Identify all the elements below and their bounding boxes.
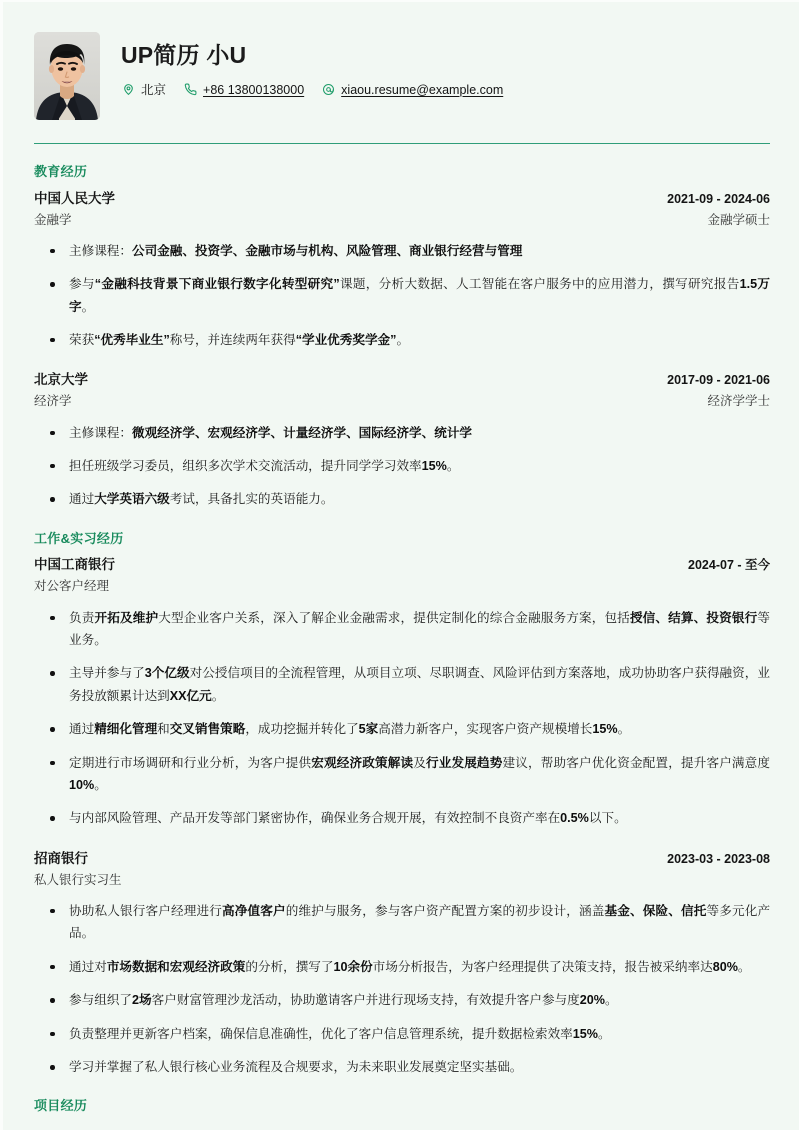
bullet-emphasis: 高净值客户 bbox=[221, 903, 286, 918]
bullet-text: 荣获 bbox=[69, 332, 95, 347]
bullet-item bbox=[34, 807, 770, 829]
bullet-text: 参与 bbox=[69, 277, 95, 292]
bullet-text: 等业务。 bbox=[69, 610, 771, 647]
entry-organization: 中国人民大学 bbox=[34, 190, 115, 206]
bullet-text: 高潜力新客户，实现客户资产规模增长 bbox=[378, 722, 593, 737]
bullet-text: 负责 bbox=[69, 610, 95, 625]
section-title: 教育经历 bbox=[34, 164, 88, 179]
bullet-text: 协助私人银行客户经理进行 bbox=[69, 903, 222, 918]
entry-header-line bbox=[34, 370, 770, 391]
bullet-item bbox=[34, 900, 770, 945]
entry-subtitle: 私人银行实习生 bbox=[34, 872, 122, 887]
bullet-text: 课题，分析大数据、人工智能在客户服务中的应用潜力，撰写研究报告 bbox=[339, 277, 740, 292]
bullet-text: 学习并掌握了私人银行核心业务流程及合规要求，为未来职业发展奠定坚实基础。 bbox=[69, 1060, 523, 1074]
experience-entry bbox=[34, 555, 770, 829]
bullet-item bbox=[34, 329, 770, 351]
bullet-item bbox=[34, 752, 770, 797]
contact-row bbox=[121, 82, 769, 98]
bullet-emphasis: 3个亿级 bbox=[144, 666, 190, 681]
bullet-emphasis: 大学英语六级 bbox=[94, 492, 170, 507]
phone-icon bbox=[183, 83, 197, 97]
bullet-emphasis: 授信、结算、投资银行 bbox=[629, 610, 758, 625]
entry-bullet-list bbox=[34, 240, 770, 352]
bullet-emphasis: 10% bbox=[69, 777, 95, 792]
entry-subtitle-line bbox=[34, 870, 770, 891]
bullet-text: 。 bbox=[211, 688, 225, 703]
bullet-emphasis: 10余份 bbox=[333, 959, 373, 974]
contact-location-value: 北京 bbox=[141, 82, 167, 97]
entry-bullet-list bbox=[34, 900, 770, 1078]
resume-section bbox=[34, 1098, 770, 1114]
bullet-emphasis: 公司金融、投资学、金融市场与机构、风险管理、商业银行经营与管理 bbox=[131, 243, 523, 258]
entry-degree: 经济学学士 bbox=[707, 394, 770, 409]
contact-email-value[interactable]: xiaou.resume@example.com bbox=[341, 82, 504, 97]
bullet-text: 与内部风险管理、产品开发等部门紧密协作，确保业务合规开展，有效控制不良资产率在 bbox=[69, 811, 561, 826]
bullet-text: 主修课程： bbox=[69, 243, 132, 258]
header-divider bbox=[34, 143, 770, 144]
entry-date-range: 2021-09 - 2024-06 bbox=[667, 191, 770, 206]
contact-email[interactable] bbox=[321, 82, 503, 98]
bullet-emphasis: “学业优秀奖学金” bbox=[295, 332, 397, 347]
bullet-text: ，成功挖掘并转化了 bbox=[245, 722, 359, 737]
resume-section bbox=[34, 164, 770, 511]
bullet-text: 通过对 bbox=[69, 959, 107, 974]
bullet-emphasis: 市场数据和宏观经济政策 bbox=[106, 959, 246, 974]
bullet-text: 。 bbox=[617, 722, 631, 737]
bullet-text: 。 bbox=[396, 332, 410, 347]
bullet-text: 的维护与服务，参与客户资产配置方案的初步设计，涵盖 bbox=[285, 903, 605, 918]
entry-subtitle: 金融学 bbox=[34, 212, 72, 227]
resume-header bbox=[3, 2, 799, 120]
bullet-emphasis: 80% bbox=[712, 959, 738, 974]
entry-organization: 北京大学 bbox=[34, 372, 88, 388]
bullet-text: 参与组织了 bbox=[69, 993, 132, 1008]
bullet-text: 。 bbox=[81, 299, 95, 314]
bullet-item bbox=[34, 273, 770, 318]
bullet-emphasis: 15% bbox=[421, 458, 447, 473]
entry-subtitle: 经济学 bbox=[34, 394, 72, 409]
bullet-text: 。 bbox=[604, 993, 618, 1008]
entry-subtitle: 对公客户经理 bbox=[34, 579, 110, 594]
bullet-item bbox=[34, 1056, 770, 1078]
bullet-text: 。 bbox=[94, 777, 107, 792]
contact-phone[interactable] bbox=[183, 82, 304, 98]
bullet-item bbox=[34, 607, 770, 652]
bullet-text: 称号，并连续两年获得 bbox=[169, 332, 296, 347]
bullet-text: 主导并参与了 bbox=[69, 666, 145, 681]
email-at-icon bbox=[321, 83, 335, 97]
entry-date-range: 2023-03 - 2023-08 bbox=[667, 851, 770, 866]
contact-phone-value[interactable]: +86 13800138000 bbox=[203, 82, 305, 97]
bullet-emphasis: 15% bbox=[572, 1026, 598, 1041]
bullet-text: 。 bbox=[446, 458, 460, 473]
bullet-item bbox=[34, 422, 770, 444]
bullet-item bbox=[34, 240, 770, 262]
bullet-emphasis: “金融科技背景下商业银行数字化转型研究” bbox=[94, 277, 340, 292]
page-title: UP简历 小U bbox=[121, 42, 247, 68]
entry-date-range: 2024-07 - 至今 bbox=[688, 558, 770, 573]
bullet-text: 市场分析报告，为客户经理提供了决策支持，报告被采纳率达 bbox=[372, 959, 713, 974]
bullet-text: 客户财富管理沙龙活动，协助邀请客户并进行现场支持，有效提升客户参与度 bbox=[151, 993, 580, 1008]
bullet-emphasis: 精细化管理 bbox=[94, 722, 158, 737]
entry-subtitle-line bbox=[34, 576, 770, 597]
bullet-text: 定期进行市场调研和行业分析，为客户提供 bbox=[69, 755, 312, 770]
bullet-text: 考试，具备扎实的英语能力。 bbox=[169, 492, 334, 507]
bullet-item bbox=[34, 1023, 770, 1045]
bullet-text: 对公授信项目的全流程管理，从项目立项、尽职调查、风险评估到方案落地，成功协助客户获得融资，业务投放额累计达到 bbox=[69, 666, 771, 703]
avatar bbox=[34, 32, 100, 120]
bullet-emphasis: “优秀毕业生” bbox=[94, 332, 170, 347]
bullet-item bbox=[34, 455, 770, 477]
bullet-item bbox=[34, 488, 770, 510]
bullet-text: 通过 bbox=[69, 722, 95, 737]
bullet-text: 。 bbox=[597, 1026, 611, 1041]
bullet-emphasis: 微观经济学、宏观经济学、计量经济学、国际经济学、统计学 bbox=[131, 425, 472, 440]
bullet-text: 等多元化产品。 bbox=[69, 903, 771, 941]
bullet-text: 通过 bbox=[69, 492, 95, 507]
experience-entry bbox=[34, 370, 770, 510]
bullet-item bbox=[34, 989, 770, 1011]
entry-organization: 中国工商银行 bbox=[34, 557, 115, 573]
bullet-text: 的分析，撰写了 bbox=[245, 959, 334, 974]
entry-subtitle-line bbox=[34, 391, 770, 412]
bullet-text: 大型企业客户关系，深入了解企业金融需求，提供定制化的综合金融服务方案，包括 bbox=[158, 610, 630, 625]
bullet-text: 建议，帮助客户优化资金配置，提升客户满意度 bbox=[502, 755, 771, 770]
entry-header-line bbox=[34, 189, 770, 210]
bullet-emphasis: 15% bbox=[592, 722, 618, 737]
bullet-emphasis: XX亿元 bbox=[169, 688, 212, 703]
section-title: 工作&实习经历 bbox=[34, 530, 124, 546]
entry-bullet-list bbox=[34, 607, 770, 830]
bullet-emphasis: 宏观经济政策解读 bbox=[311, 755, 414, 770]
bullet-text: 。 bbox=[737, 959, 751, 974]
contact-location bbox=[121, 82, 166, 98]
resume-section bbox=[34, 531, 770, 1079]
entry-bullet-list bbox=[34, 422, 770, 511]
entry-date-range: 2017-09 - 2021-06 bbox=[667, 373, 770, 388]
header-text-block bbox=[100, 32, 769, 98]
entry-subtitle-line bbox=[34, 210, 770, 231]
bullet-emphasis: 1.5万字 bbox=[69, 277, 771, 314]
location-pin-icon bbox=[121, 83, 135, 97]
bullet-text: 负责整理并更新客户档案，确保信息准确性，优化了客户信息管理系统，提升数据检索效率 bbox=[69, 1026, 573, 1041]
bullet-item bbox=[34, 956, 770, 978]
bullet-text: 担任班级学习委员，组织多次学术交流活动，提升同学学习效率 bbox=[69, 458, 422, 473]
experience-entry bbox=[34, 189, 770, 352]
bullet-emphasis: 开拓及维护 bbox=[94, 610, 159, 625]
bullet-emphasis: 行业发展趋势 bbox=[425, 755, 503, 770]
experience-entry bbox=[34, 849, 770, 1079]
bullet-emphasis: 交叉销售策略 bbox=[169, 722, 246, 737]
bullet-emphasis: 基金、保险、信托 bbox=[604, 903, 707, 918]
bullet-emphasis: 2场 bbox=[131, 993, 152, 1008]
entry-degree: 金融学硕士 bbox=[707, 212, 770, 227]
bullet-item bbox=[34, 718, 770, 740]
bullet-emphasis: 5家 bbox=[358, 722, 379, 737]
bullet-text: 主修课程： bbox=[69, 425, 132, 440]
section-title: 项目经历 bbox=[34, 1098, 88, 1114]
bullet-text: 以下。 bbox=[588, 811, 627, 826]
bullet-emphasis: 20% bbox=[579, 993, 605, 1008]
bullet-emphasis: 0.5% bbox=[560, 811, 589, 826]
bullet-text: 及 bbox=[413, 755, 426, 770]
bullet-text: 和 bbox=[157, 722, 170, 737]
entry-header-line bbox=[34, 849, 770, 870]
bullet-item bbox=[34, 662, 770, 707]
entry-header-line bbox=[34, 555, 770, 576]
resume-content bbox=[3, 164, 799, 1114]
entry-organization: 招商银行 bbox=[34, 850, 88, 866]
